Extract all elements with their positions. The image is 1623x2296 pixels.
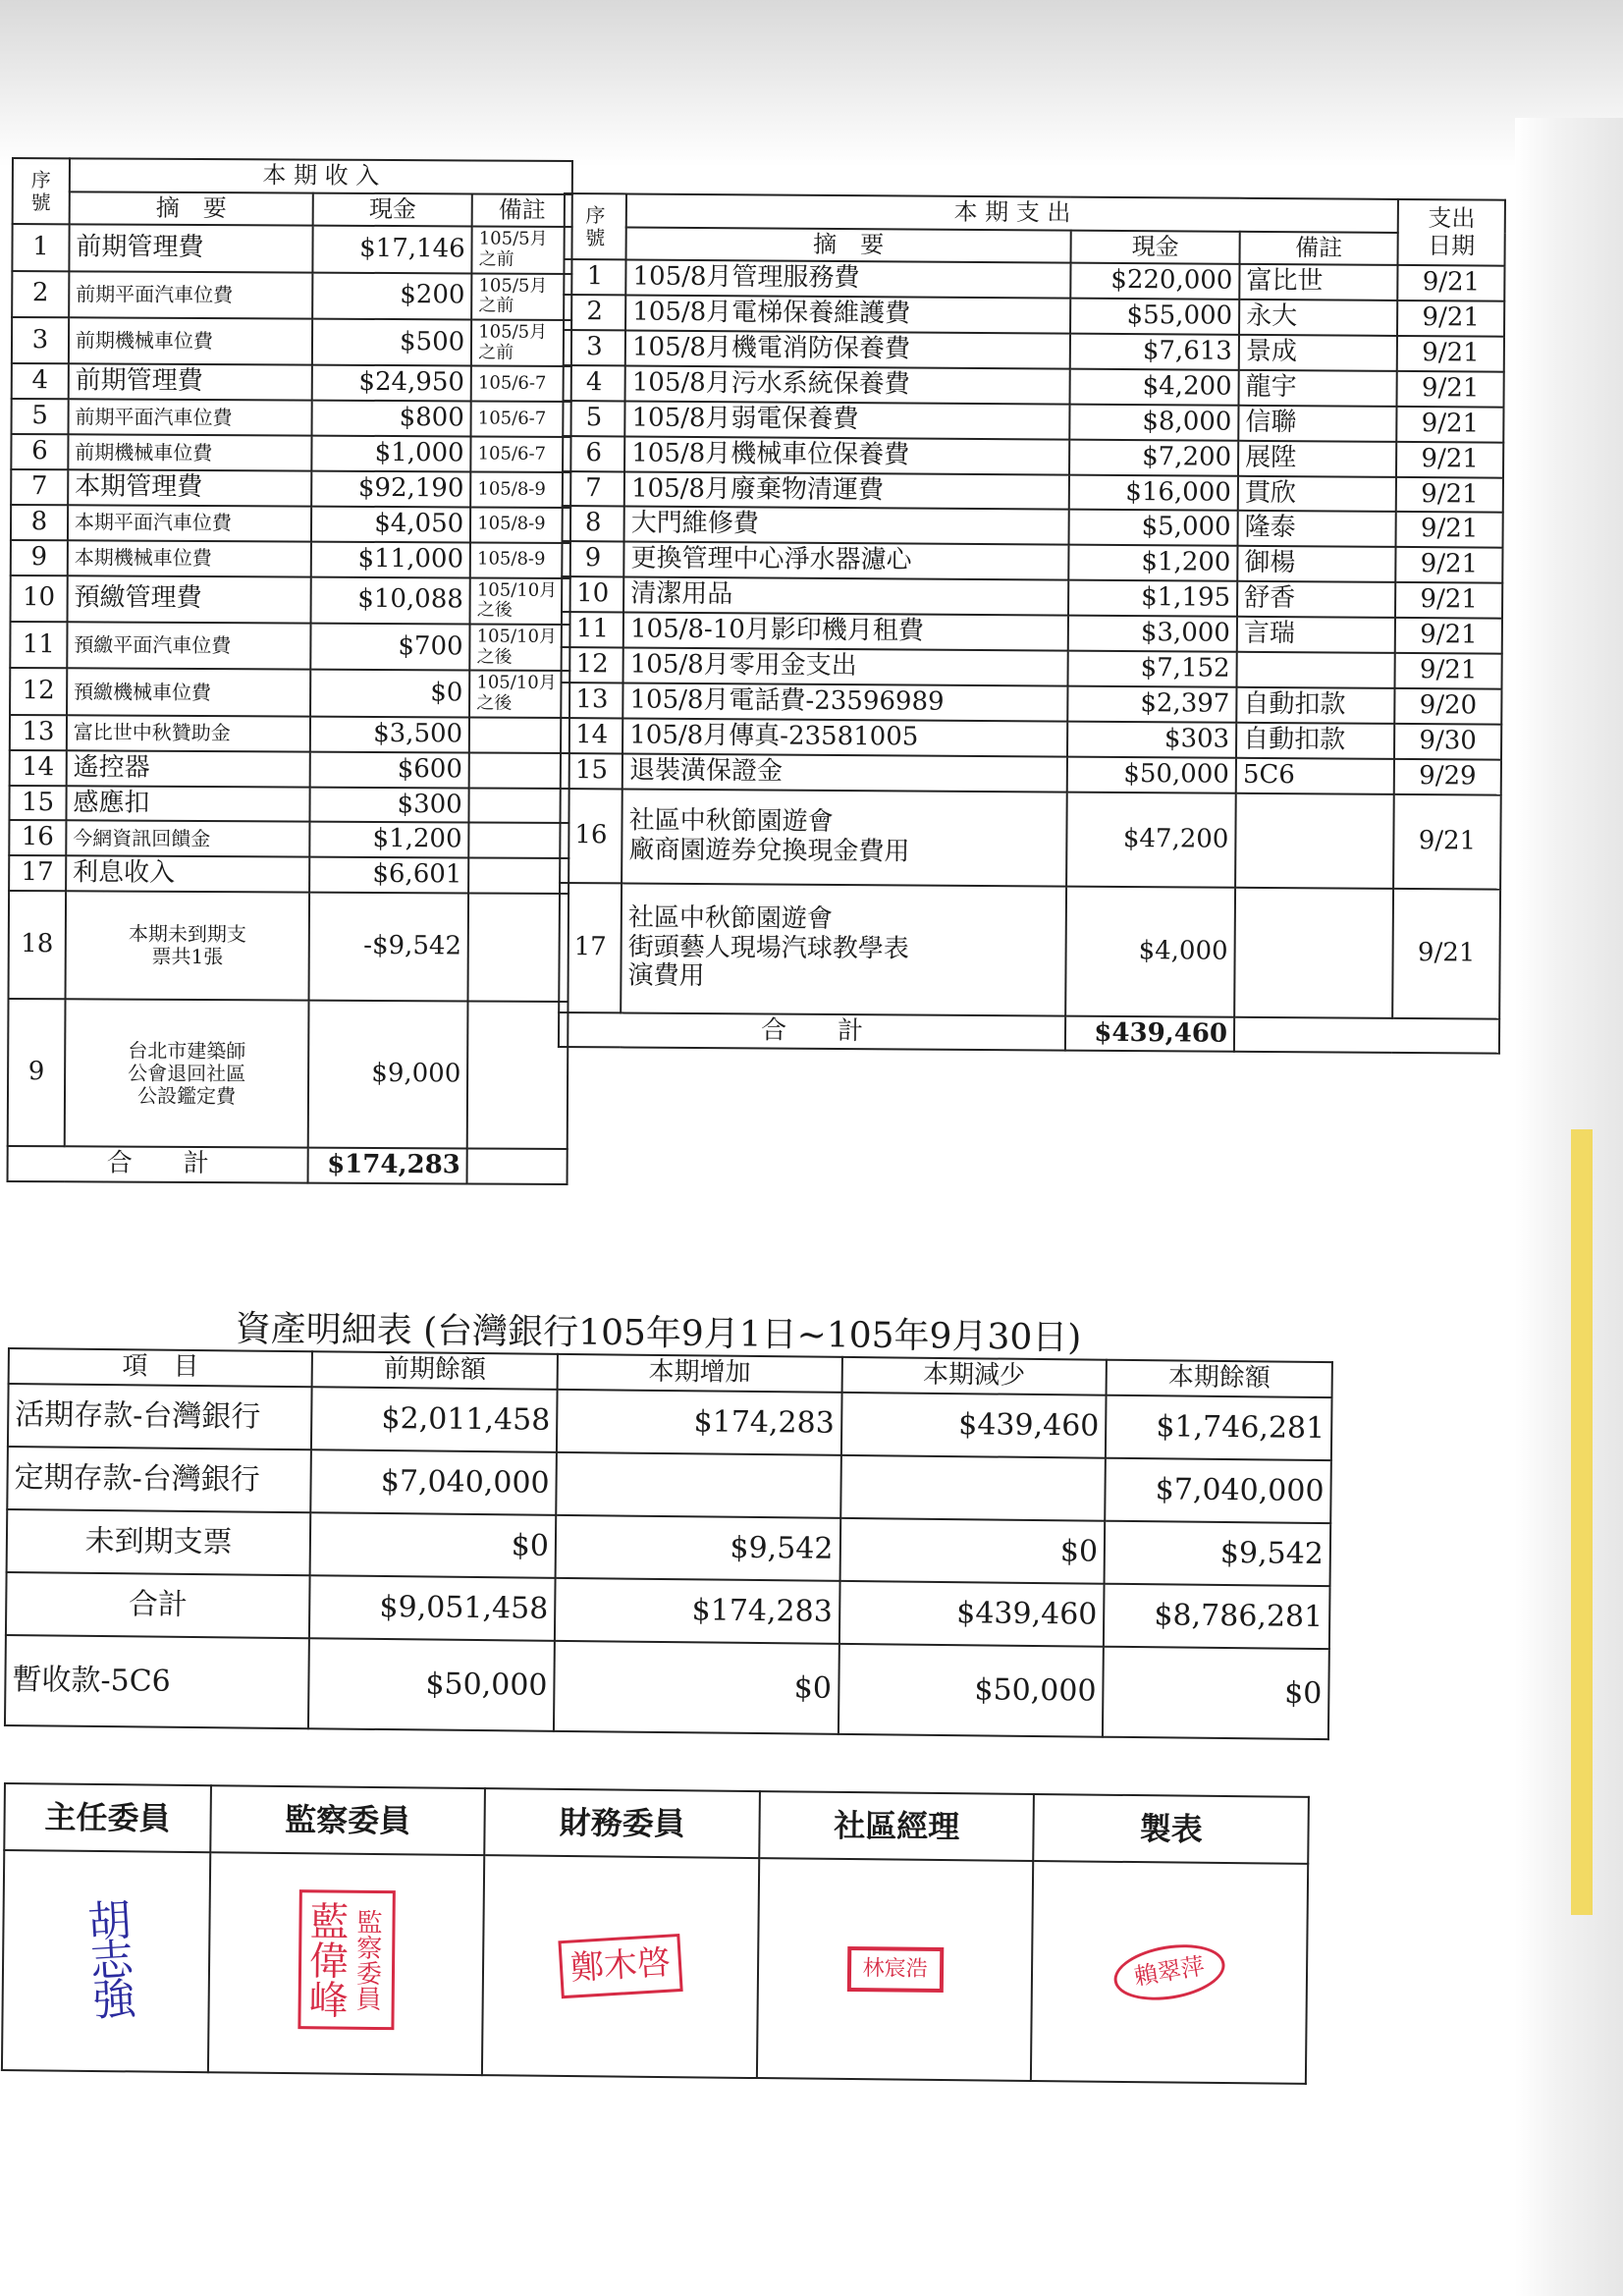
expense-row-date: 9/21 [1397,301,1504,337]
supervisor-seal-name: 藍偉峰 [302,1900,350,2019]
expense-row-desc: 社區中秋節園遊會 街頭藝人現場汽球教學表 演費用 [621,883,1066,1015]
asset-row-item: 定期存款-台灣銀行 [7,1447,311,1512]
expense-row-desc: 105/8月機電消防保養費 [625,330,1070,368]
income-desc-header: 摘 要 [70,191,314,226]
asset-row-bal: $1,746,281 [1106,1395,1332,1460]
preparer-signature-cell [1031,1861,1308,2084]
expense-total-value: $439,460 [1065,1015,1234,1052]
income-row-no: 9 [11,540,68,575]
income-row-no: 14 [10,750,67,786]
expense-row-date: 9/21 [1392,888,1500,1018]
income-row-no: 11 [10,622,67,669]
income-row-desc: 感應扣 [66,786,310,822]
expense-date-header: 支出 日期 [1398,199,1505,266]
income-row-cash: $800 [312,401,471,437]
expense-total-row [559,1012,1499,1055]
asset-item-header: 項 目 [9,1348,313,1387]
income-row-desc: 預繳管理費 [67,575,311,624]
expense-row-note: 富比世 [1239,264,1397,301]
expense-row-note: 5C6 [1236,757,1394,793]
income-row [9,786,568,824]
expense-row-date: 9/29 [1394,759,1501,795]
income-row [12,363,571,402]
income-row [10,622,569,671]
scan-shadow [0,0,1623,167]
expense-row-note: 展陞 [1238,440,1396,476]
income-no-header: 序 號 [13,158,70,224]
expense-row-date: 9/21 [1397,371,1504,408]
expense-row-note: 御楊 [1237,546,1395,582]
income-row-note: 105/6-7 [471,402,571,437]
income-row-cash: $1,200 [310,822,469,858]
expense-row-date: 9/21 [1396,476,1503,513]
expense-row-no: 4 [564,365,625,401]
income-row-note: 105/8-9 [470,471,570,507]
expense-row-no: 9 [562,541,623,576]
manager-seal-stamp: 林宸浩 [846,1946,943,1992]
income-row-note [468,858,568,894]
expense-row-no: 1 [564,259,625,295]
income-row [11,434,570,472]
income-row-no: 4 [12,363,69,399]
income-cash-header: 現金 [313,192,472,226]
expense-row-note: 自動扣款 [1236,687,1394,724]
income-row [12,224,571,273]
expense-row-desc: 105/8月零用金支出 [623,647,1068,685]
income-row-no: 2 [12,271,69,318]
income-row [11,575,570,625]
expense-total-label: 合 計 [559,1012,1065,1051]
expense-total-note [1234,1016,1499,1054]
income-row [11,469,570,508]
income-row-cash: $4,050 [311,506,470,542]
income-row-note: 105/6-7 [471,366,571,402]
temp-receipt-item: 暫收款-5C6 [5,1635,309,1728]
preparer-header: 製表 [1034,1794,1309,1864]
expense-row-no: 2 [564,295,625,330]
finance-signature-cell [482,1855,759,2078]
income-row-cash: $0 [310,670,469,717]
income-row-desc: 前期機械車位費 [68,434,312,470]
expense-row-desc: 105/8月電梯保養維護費 [625,296,1070,334]
expense-row-date: 9/21 [1397,265,1504,301]
expense-row-cash: $2,397 [1067,685,1236,722]
temp-receipt-inc: $0 [554,1641,839,1734]
expense-row-note: 龍宇 [1239,370,1397,407]
expense-row-cash: $16,000 [1069,474,1238,511]
expense-row-cash: $8,000 [1069,404,1238,440]
expense-row-no: 16 [560,789,622,883]
expense-row-no: 11 [562,612,623,647]
chair-handwritten-signature: 胡志強 [78,1896,135,2018]
income-row [9,820,568,858]
expense-row-date: 9/21 [1396,512,1503,548]
asset-row-dec: $439,460 [840,1393,1106,1458]
income-row [11,505,570,543]
income-row-no: 17 [9,855,66,891]
income-row-desc: 前期平面汽車位費 [69,271,313,319]
expense-row-cash: $7,200 [1069,439,1238,475]
income-row-cash: $11,000 [311,541,470,577]
income-row-desc: 本期機械車位費 [68,540,312,576]
expense-row-cash: $4,000 [1065,886,1235,1016]
chair-header: 主任委員 [4,1783,210,1852]
temp-receipt-dec: $50,000 [838,1644,1104,1737]
expense-row-no: 17 [559,883,622,1012]
expense-row-cash: $5,000 [1069,510,1238,546]
expense-row-note: 永大 [1239,300,1397,336]
expense-row-cash: $47,200 [1066,792,1236,887]
income-row-note: 105/6-7 [471,437,571,472]
expense-row-cash: $7,152 [1068,651,1237,687]
temp-receipt-row [5,1635,1329,1739]
expense-row-cash: $50,000 [1067,756,1236,793]
income-row-desc: 前期機械車位費 [69,317,313,365]
income-row [12,399,571,437]
asset-prev-header: 前期餘額 [312,1351,558,1390]
income-row-note [468,823,568,858]
income-row-no: 16 [9,820,66,855]
expense-row-note: 景成 [1239,335,1397,371]
income-row-note: 105/8-9 [470,507,570,542]
income-row-no: 13 [10,715,67,750]
supervisor-seal-stamp [298,1889,395,2030]
income-row [12,271,571,320]
income-row-note [469,788,569,823]
expense-row-no: 5 [563,401,624,436]
expense-row-note: 信聯 [1238,406,1396,442]
income-row-desc: 前期管理費 [69,224,313,272]
expense-row-date: 9/21 [1396,442,1503,478]
income-row-note: 105/5月之前 [471,273,571,320]
expense-row-no: 10 [562,576,623,612]
income-row [9,855,568,894]
preparer-seal-stamp: 賴翠萍 [1110,1938,1229,2007]
expense-row-date: 9/21 [1395,653,1502,689]
expense-row-note: 自動扣款 [1236,723,1394,759]
income-total-row [8,1146,568,1184]
asset-row-item: 未到期支票 [7,1509,311,1575]
income-row [9,891,569,1002]
expense-row-desc: 105/8月傳真-23581005 [622,718,1067,756]
asset-table [4,1347,1333,1740]
income-row-no: 10 [11,575,68,623]
income-total-value: $174,283 [308,1148,467,1184]
income-row-note: 105/10月之後 [469,671,569,718]
income-row-desc: 遙控器 [67,750,311,787]
income-row-cash: $6,601 [309,857,468,894]
temp-receipt-bal: $0 [1103,1647,1329,1739]
expense-row-desc: 105/8-10月影印機月租費 [623,613,1068,651]
income-row-no: 8 [11,505,68,540]
expense-row-cash: $4,200 [1070,368,1239,405]
income-row-note [469,752,569,788]
chair-signature-cell [2,1850,210,2072]
expense-row-no: 8 [563,506,624,541]
income-row-cash: $200 [312,272,471,319]
expense-row-no: 14 [561,718,622,753]
expense-row-desc: 清潔用品 [623,577,1068,616]
income-row-note: 105/5月之前 [472,227,572,274]
expense-row-note: 貫欣 [1238,475,1396,512]
expense-desc-header: 摘 要 [626,227,1071,263]
income-note-header: 備註 [472,193,572,227]
income-row-no: 6 [11,434,68,469]
temp-receipt-prev: $50,000 [308,1638,555,1731]
asset-bal-header: 本期餘額 [1107,1360,1332,1397]
income-total-note [467,1149,568,1184]
income-row-no: 1 [12,224,69,271]
asset-row-prev: $9,051,458 [309,1575,555,1641]
income-row-desc: 預繳平面汽車位費 [67,622,311,670]
asset-dec-header: 本期減少 [841,1357,1107,1395]
expense-row-no: 15 [561,753,622,789]
expense-row-note [1234,887,1393,1017]
finance-seal-stamp: 鄭木啓 [559,1934,683,1999]
asset-row-bal: $7,040,000 [1105,1458,1331,1523]
income-row-no: 7 [11,469,68,505]
asset-row-dec: $439,460 [839,1581,1104,1647]
asset-row-inc [556,1452,840,1518]
supervisor-signature-cell [208,1852,485,2075]
asset-row-dec [840,1455,1106,1521]
expense-row-date: 9/21 [1395,582,1502,619]
manager-signature-cell [757,1858,1034,2081]
income-row-no: 5 [12,399,69,434]
income-row-no: 3 [12,317,69,364]
income-row-no: 18 [9,891,66,999]
income-row-note: 105/10月之後 [470,577,570,625]
manager-header: 社區經理 [759,1791,1034,1861]
income-row-desc: 前期管理費 [69,364,313,401]
income-row-cash: $500 [312,319,471,366]
income-row-note: 105/8-9 [470,542,570,577]
income-row-desc: 台北市建築師 公會退回社區 公設鑑定費 [65,1000,309,1148]
expense-row-cash: $3,000 [1068,616,1237,652]
expense-row-cash: $220,000 [1070,263,1239,300]
asset-row-prev: $7,040,000 [311,1449,557,1515]
income-title: 本 期 收 入 [70,158,572,193]
expense-row-cash: $7,613 [1070,334,1239,370]
expense-no-header: 序 號 [565,193,627,260]
finance-header: 財務委員 [485,1788,760,1858]
asset-row-inc: $174,283 [555,1578,839,1644]
income-row-desc: 富比世中秋贊助金 [67,715,311,751]
expense-row-desc: 105/8月電話費-23596989 [622,683,1067,721]
income-table [7,157,573,1185]
income-row-no: 15 [9,786,66,821]
expense-row-note [1237,652,1395,688]
expense-body [559,259,1504,1018]
income-row-desc: 利息收入 [66,856,310,893]
asset-row-item: 合計 [6,1572,310,1638]
expense-row-note [1235,793,1394,888]
income-row-cash: $10,088 [311,576,470,624]
income-body [8,224,572,1149]
expense-row-date: 9/21 [1396,407,1503,443]
expense-row-no: 6 [563,436,624,471]
asset-row-bal: $8,786,281 [1104,1584,1330,1649]
signature-table [1,1782,1310,2085]
expense-row-desc: 大門維修費 [624,507,1069,545]
income-row-cash: $17,146 [313,226,472,273]
expense-note-header: 備註 [1240,231,1398,265]
expense-row-desc: 退裝潢保證金 [622,753,1067,792]
income-row [10,715,569,753]
income-row-note [467,1002,568,1150]
asset-row-prev: $0 [310,1512,556,1578]
expense-row-cash: $1,195 [1068,580,1237,617]
expense-row-desc: 更換管理中心淨水器濾心 [623,542,1068,580]
expense-row-note: 舒香 [1237,581,1395,618]
income-row-note [468,894,568,1003]
yellow-divider-tab [1571,1129,1593,1915]
expense-row-date: 9/21 [1395,618,1502,654]
expense-row-desc: 105/8月廢棄物清運費 [624,471,1069,510]
asset-row-bal: $9,542 [1105,1521,1331,1586]
expense-row-note: 隆泰 [1238,511,1396,547]
income-row-cash: -$9,542 [309,893,468,1002]
expense-row-cash: $55,000 [1070,299,1239,335]
expense-title: 本 期 支 出 [626,193,1398,232]
expense-row-note: 言瑞 [1237,617,1395,653]
income-row-no: 9 [8,999,66,1146]
income-row-cash: $24,950 [312,365,471,402]
income-row-desc: 本期管理費 [68,469,312,506]
income-row [8,999,568,1149]
asset-row-inc: $9,542 [556,1515,840,1581]
income-row-cash: $92,190 [311,471,470,508]
income-row-desc: 今網資訊回饋金 [66,821,310,857]
expense-row-desc: 105/8月污水系統保養費 [625,365,1070,404]
asset-row-item: 活期存款-台灣銀行 [8,1384,312,1449]
expense-row-no: 13 [561,683,622,718]
expense-row-desc: 105/8月機械車位保養費 [624,436,1069,474]
income-row-note [469,717,569,752]
expense-row-date: 9/30 [1394,724,1501,760]
expense-row-no: 7 [563,471,624,507]
asset-table-title: 資產明細表 (台灣銀行105年9月1日~105年9月30日) [235,1308,1082,1359]
page-edge [1515,118,1623,2296]
income-row-note: 105/5月之前 [471,319,571,366]
expense-row-desc: 社區中秋節園遊會 廠商園遊券兌換現金費用 [622,789,1067,886]
expense-row-cash: $1,200 [1068,545,1237,581]
expense-row [559,883,1500,1019]
income-row [12,317,571,366]
income-row-cash: $1,000 [312,436,471,472]
income-row-desc: 預繳機械車位費 [67,669,311,717]
expense-table [558,192,1506,1055]
income-row-cash: $9,000 [308,1001,468,1149]
income-row-cash: $600 [310,751,469,788]
asset-inc-header: 本期增加 [558,1354,842,1393]
asset-body [6,1384,1332,1649]
expense-row-cash: $303 [1067,721,1236,757]
supervisor-header: 監察委員 [210,1785,485,1855]
expense-row-date: 9/21 [1397,336,1504,372]
income-row-cash: $3,500 [310,716,469,752]
income-row-desc: 前期平面汽車位費 [68,400,312,436]
expense-row [560,789,1501,890]
expense-row-no: 12 [562,647,623,683]
supervisor-seal-title: 監察委員 [352,1908,383,2012]
expense-row-date: 9/21 [1395,547,1502,583]
expense-row-desc: 105/8月弱電保養費 [624,401,1069,439]
income-total-label: 合 計 [8,1146,308,1182]
income-row [10,750,569,789]
income-row-desc: 本期未到期支 票共1張 [65,892,309,1001]
expense-row-date: 9/20 [1394,688,1501,725]
expense-row-desc: 105/8月管理服務費 [625,260,1070,299]
income-row [10,668,569,717]
income-row-note: 105/10月之後 [469,624,569,671]
income-row [11,540,570,578]
income-row-desc: 本期平面汽車位費 [68,505,312,541]
income-row-cash: $300 [310,787,469,823]
income-row-cash: $700 [311,624,470,671]
asset-row-prev: $2,011,458 [311,1387,557,1452]
asset-row-inc: $174,283 [557,1390,841,1455]
expense-row-date: 9/21 [1393,793,1501,889]
expense-row-no: 3 [564,330,625,365]
income-row-no: 12 [10,668,67,715]
asset-row-dec: $0 [839,1518,1105,1584]
expense-cash-header: 現金 [1071,230,1240,264]
